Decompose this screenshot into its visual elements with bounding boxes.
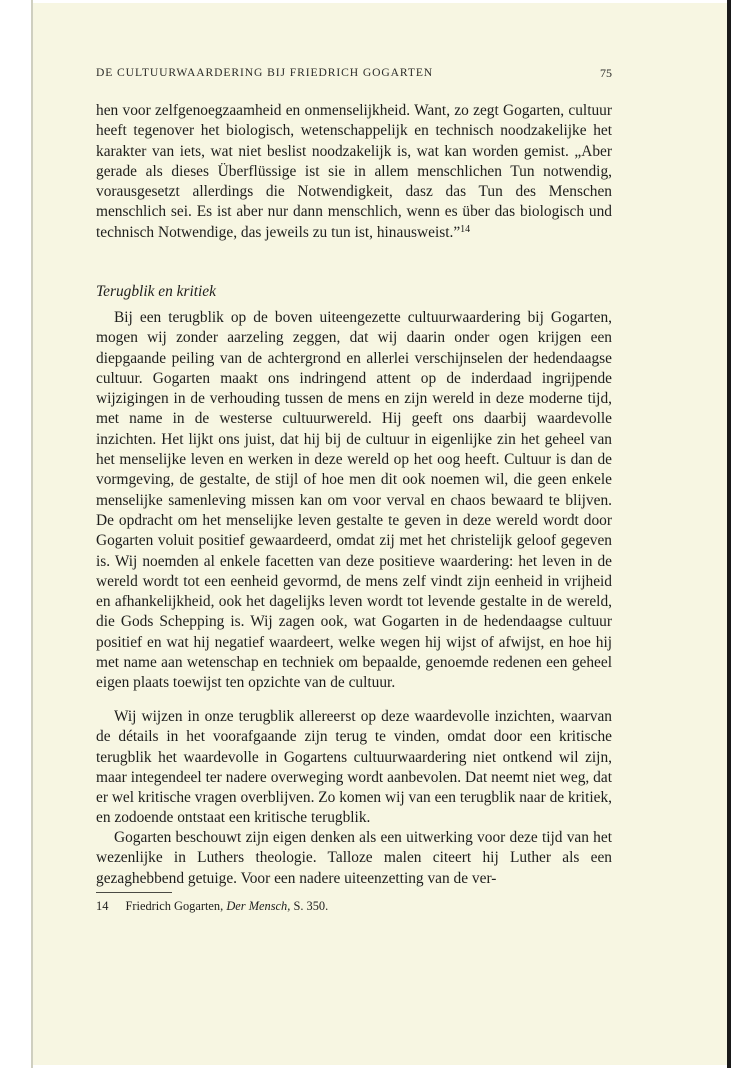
page-number: 75 [600,66,612,80]
footnote-title: Der Mensch, [226,899,291,913]
footnote [96,899,328,914]
scan-right-edge [727,0,731,1068]
running-title: DE CULTUURWAARDERING BIJ FRIEDRICH GOGARTEN [96,66,434,79]
footnote-divider [96,892,172,893]
paragraph-1-text: hen voor zelfgenoegzaamheid en onmenselijkheid. Want, zo zegt Gogarten, cultuur heeft tegenover het biologisch, wetenschappelijk en technisch noodzakelijke het karakter van iets, wat niet beslist noodzakelijk is, wat kan worden gemist. „Aber gerade als dieses Überflüssige ist sie in allem menschlichen Tun notwendig, vorausgesetzt allerdings die Notwendigkeit, dasz das Tun des Menschen menschlich sei. Es ist aber nur dann menschlich, wenn es über das biologisch und technisch Notwendige, das jeweils zu tun ist, hinausweist.” [96,102,612,241]
footnote-number: 14 [96,899,109,913]
section-heading: Terugblik en kritiek [96,283,216,300]
paragraph-4: Gogarten beschouwt zijn eigen denken als een uitwerking voor deze tijd van het wezenlijke in Luthers theologie. Talloze malen citeert hij Luther als een gezaghebbend getuige. Voor een nadere uiteenzetting van de ver- [96,829,612,887]
footnote-reference: 14 [460,223,471,235]
paragraph-3: Wij wijzen in onze terugblik allereerst op deze waardevolle inzichten, waarvan de détails in het voorafgaande zijn terug te vinden, omdat door een kritische terugblik het waardevolle in Gogartens cultuurwaardering niet ontkend wil zijn, maar integendeel ter nadere overweging wordt aanbevolen. Dat neemt niet weg, dat er wel kritische vragen overblijven. Zo komen wij van een terugblik naar de kritiek, en zodoende ontstaat een kritische terugblik. [96,708,612,827]
footnote-location: S. 350. [293,899,329,913]
running-head [96,66,612,79]
paragraph-2: Bij een terugblik op de boven uiteengezette cultuurwaardering bij Gogarten, mogen wij zonder aarzeling zeggen, dat wij daarin onder ogen krijgen een diepgaande peiling van de achtergrond en allerlei verschijnselen der hedendaagse cultuur. Gogarten maakt ons indringend attent op de inderdaad ingrijpende wijzigingen in de verhouding tussen de mens en zijn wereld in deze moderne tijd, met name in de westerse cultuurwereld. Hij geeft ons daarbij waardevolle inzichten. Het lijkt ons juist, dat hij bij de cultuur in eigenlijke zin het geheel van het menselijke leven en werken in deze wereld op het oog heeft. Cultuur is dan de vormgeving, de gestalte, de stijl of hoe men dit ook noemen wil, die geen enkele menselijke samenleving missen kan om voor verval en chaos bewaard te blijven. De opdracht om het menselijke leven gestalte te geven in deze wereld wordt door Gogarten voluit positief gewaardeerd, omdat zij met het christelijk geloof gegeven is. Wij noemden al enkele facetten van deze positieve waardering: het leven in de wereld wordt tot een eenheid gevormd, de mens zelf vindt zijn eenheid in vrijheid en afhankelijkheid, ook het dagelijks leven wordt tot levende gestalte in de wereld, die Gods Schepping is. Wij zagen ook, wat Gogarten in de hedendaagse cultuur positief en wat hij negatief waardeert, welke wegen hij wijst of afwijst, en hoe hij met name aan wetenschap en techniek om bepaalde, genoemde redenen een geheel eigen plaats toewijst ten opzichte van de cultuur. [96,309,612,692]
footnote-author: Friedrich Gogarten, [125,899,224,913]
paragraph-1 [96,101,612,243]
